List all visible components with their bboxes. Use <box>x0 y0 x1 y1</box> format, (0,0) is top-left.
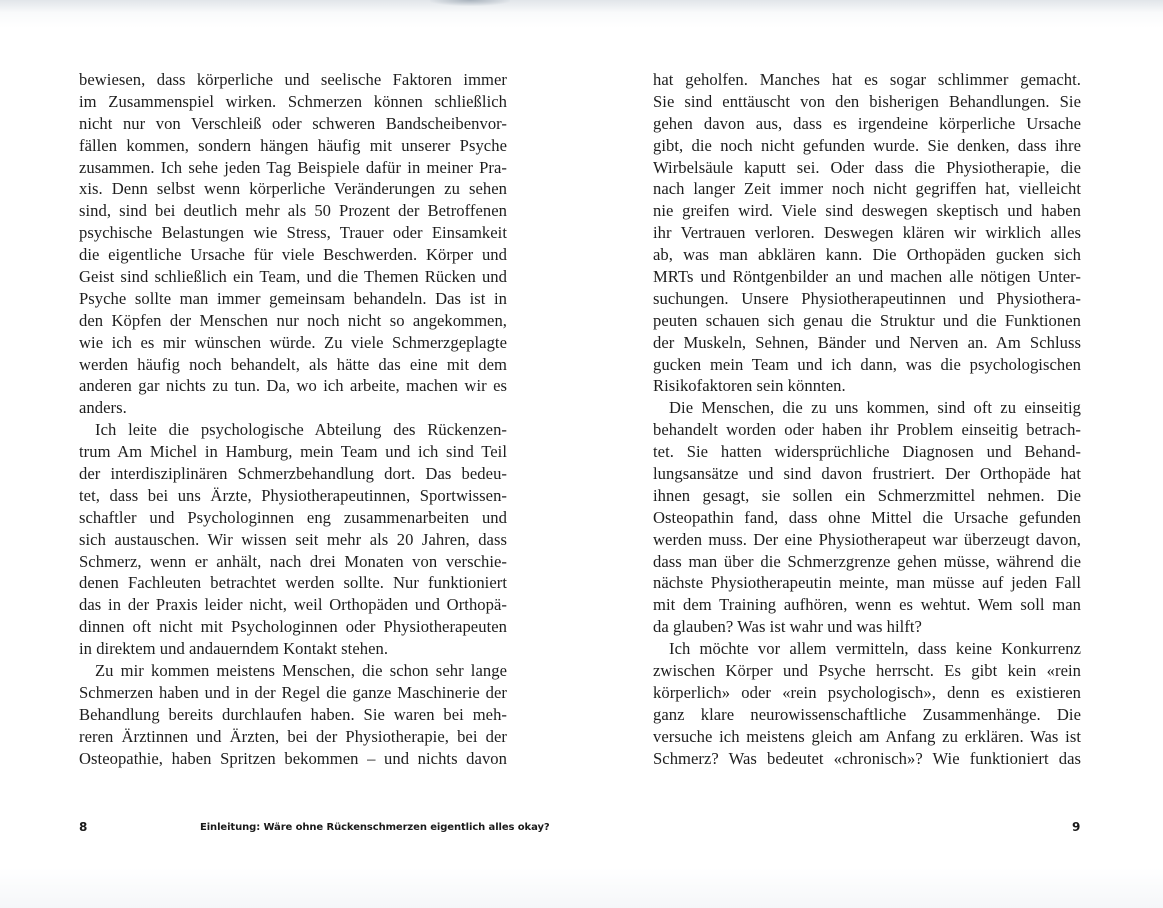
text-line: Geist sind schließlich ein Team, und die Themen Rücken und <box>79 267 507 287</box>
text-line: reren Ärztinnen und Ärzten, bei der Physiotherapie, bei der <box>79 726 507 746</box>
text-line: den Köpfen der Menschen nur noch nicht so angekommen, <box>79 310 507 330</box>
text-line: gehen davon aus, dass es irgendeine körperliche Ursache <box>653 113 1081 133</box>
text-line: denen Fachleuten betrachtet werden sollte. Nur funktioniert <box>79 573 507 593</box>
page-top-shadow <box>0 0 1163 28</box>
text-line: werden häufig noch behandelt, als hätte das eine mit dem <box>79 354 507 374</box>
text-line: suchungen. Unsere Physiotherapeutinnen und Physiothera- <box>653 288 1081 308</box>
text-line: nie greifen wird. Viele sind deswegen skeptisch und haben <box>653 201 1081 221</box>
page-fold-shadow <box>430 0 510 6</box>
text-line: xis. Denn selbst wenn körperliche Veränderungen zu sehen <box>79 179 507 199</box>
text-line: schaftler und Psychologinnen eng zusammenarbeiten und <box>79 507 507 527</box>
text-line: tet. Sie hatten widersprüchliche Diagnosen und Behand- <box>653 442 1081 462</box>
paragraph-end-line: in direktem und andauerndem Kontakt stehen. <box>79 639 389 659</box>
page-bottom-shadow <box>0 868 1163 908</box>
paragraph-start-line: Zu mir kommen meistens Menschen, die schon sehr lange <box>95 661 507 681</box>
text-line: Schmerzen haben und in der Regel die ganze Maschinerie der <box>79 682 507 702</box>
text-line: bewiesen, dass körperliche und seelische Faktoren immer <box>79 70 507 89</box>
right-page-text <box>653 69 1081 770</box>
text-line: im Zusammenspiel wirken. Schmerzen können schließlich <box>79 91 507 111</box>
text-line: trum Am Michel in Hamburg, mein Team und ich sind Teil <box>79 442 507 462</box>
left-page-text <box>79 69 507 770</box>
text-line: peuten schauen sich genau die Struktur und die Funktionen <box>653 310 1081 330</box>
text-line: ganz klare neurowissenschaftliche Zusammenhänge. Die <box>653 704 1081 724</box>
text-line: ab, was man abklären kann. Die Orthopäden gucken sich <box>653 245 1081 265</box>
text-line: Osteopathin fand, dass ohne Mittel die Ursache gefunden <box>653 507 1081 527</box>
page-number-right: 9 <box>1072 820 1081 834</box>
text-line: gibt, die noch nicht gefunden wurde. Sie denken, dass ihre <box>653 135 1081 155</box>
text-line: tet, dass bei uns Ärzte, Physiotherapeutinnen, Sportwissen- <box>79 485 507 505</box>
text-line: anderen gar nichts zu tun. Da, wo ich arbeite, machen wir es <box>79 376 507 396</box>
running-head: Einleitung: Wäre ohne Rückenschmerzen eigentlich alles okay? <box>200 822 550 833</box>
text-line: sind, sind bei deutlich mehr als 50 Prozent der Betroffenen <box>79 201 507 221</box>
text-line: der interdisziplinären Schmerzbehandlung dort. Das bedeu- <box>79 464 507 484</box>
text-line: fällen kommen, sondern hängen häufig mit unserer Psyche <box>79 135 507 155</box>
text-line: gucken mein Team und ich dann, was die psychologischen <box>653 354 1081 374</box>
text-line: körperlich» oder «rein psychologisch», denn es existieren <box>653 682 1081 702</box>
page-number-left: 8 <box>79 820 88 834</box>
text-line: die eigentliche Ursache für viele Beschwerden. Körper und <box>79 245 507 265</box>
text-line: Schmerz? Was bedeutet «chronisch»? Wie funktioniert das <box>653 748 1081 768</box>
text-line: MRTs und Röntgenbilder an und machen alle nötigen Unter- <box>653 267 1081 287</box>
text-line: hat geholfen. Manches hat es sogar schlimmer gemacht. <box>653 70 1081 89</box>
text-line: der Muskeln, Sehnen, Bänder und Nerven an. Am Schluss <box>653 332 1081 352</box>
text-line: werden muss. Der eine Physiotherapeut war überzeugt davon, <box>653 529 1081 549</box>
text-line: nach langer Zeit immer noch nicht gegriffen hat, vielleicht <box>653 179 1081 199</box>
text-line: dinnen oft nicht mit Psychologinnen oder Physiotherapeuten <box>79 617 507 637</box>
text-line: behandelt worden oder haben ihr Problem einseitig betrach- <box>653 420 1081 440</box>
paragraph-start-line: Ich möchte vor allem vermitteln, dass keine Konkurrenz <box>669 639 1081 659</box>
text-line: versuche ich meistens gleich am Anfang zu erklären. Was ist <box>653 726 1081 746</box>
text-line: Osteopathie, haben Spritzen bekommen – und nichts davon <box>79 748 507 768</box>
paragraph-end-line: anders. <box>79 398 127 418</box>
text-line: nicht nur von Verschleiß oder schweren Bandscheibenvor- <box>79 113 507 133</box>
text-line: nächste Physiotherapeutin meinte, man müsse auf jeden Fall <box>653 573 1081 593</box>
text-line: Psyche sollte man immer gemeinsam behandeln. Das ist in <box>79 288 507 308</box>
text-line: ihr Vertrauen verloren. Deswegen klären wir wirklich alles <box>653 223 1081 243</box>
text-line: lungsansätze und sind davon frustriert. Der Orthopäde hat <box>653 464 1081 484</box>
text-line: Wirbelsäule kaputt sei. Oder dass die Physiotherapie, die <box>653 157 1081 177</box>
paragraph-end-line: Risikofaktoren sein könnten. <box>653 376 846 396</box>
text-line: Schmerz, wenn er anhält, nach drei Monaten von verschie- <box>79 551 507 571</box>
text-line: psychische Belastungen wie Stress, Trauer oder Einsamkeit <box>79 223 507 243</box>
paragraph-start-line: Die Menschen, die zu uns kommen, sind oft zu einseitig <box>669 398 1081 418</box>
text-line: dass man über die Schmerzgrenze gehen müsse, während die <box>653 551 1081 571</box>
text-line: wie ich es mir wünschen würde. Zu viele Schmerzgeplagte <box>79 332 507 352</box>
text-line: mit dem Training aufhören, wenn es wehtut. Wem soll man <box>653 595 1081 615</box>
text-line: zwischen Körper und Psyche herrscht. Es gibt kein «rein <box>653 661 1081 681</box>
text-line: Sie sind enttäuscht von den bisherigen Behandlungen. Sie <box>653 91 1081 111</box>
text-line: zusammen. Ich sehe jeden Tag Beispiele dafür in meiner Pra- <box>79 157 507 177</box>
paragraph-end-line: da glauben? Was ist wahr und was hilft? <box>653 617 922 637</box>
text-line: das in der Praxis leider nicht, weil Orthopäden und Orthopä- <box>79 595 507 615</box>
paragraph-start-line: Ich leite die psychologische Abteilung des Rückenzen- <box>95 420 507 440</box>
text-line: Behandlung bereits durchlaufen haben. Sie waren bei meh- <box>79 704 507 724</box>
text-line: ihnen gesagt, sie sollen ein Schmerzmittel nehmen. Die <box>653 485 1081 505</box>
text-line: sich austauschen. Wir wissen seit mehr als 20 Jahren, dass <box>79 529 507 549</box>
